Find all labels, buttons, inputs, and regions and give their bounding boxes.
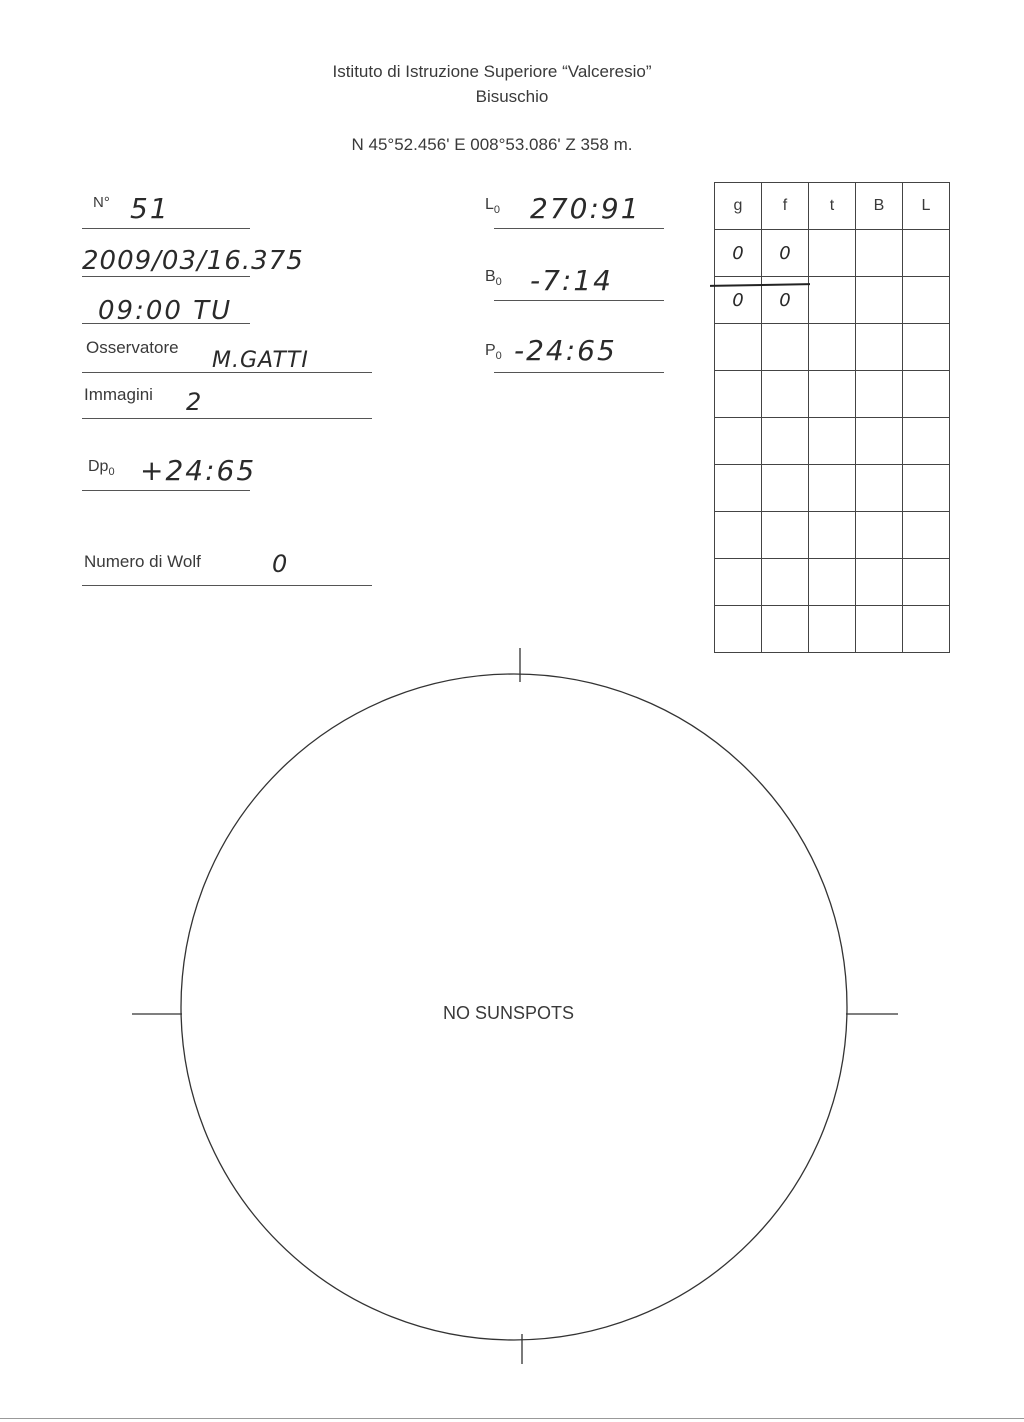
p0-value: -24:65	[514, 334, 617, 367]
number-value: 51	[130, 192, 170, 225]
header-f: f	[762, 183, 809, 230]
wolf-label: Numero di Wolf	[84, 552, 201, 571]
number-label: N°	[93, 194, 110, 211]
table-cell: 0	[715, 230, 762, 277]
images-label: Immagini	[84, 385, 153, 404]
observer-label: Osservatore	[86, 338, 179, 357]
scan-edge	[0, 1418, 1024, 1419]
table-cell: 0	[762, 277, 809, 324]
b0-label-main: B	[485, 268, 496, 285]
header-b: B	[856, 183, 903, 230]
b0-label-sub: 0	[495, 276, 502, 289]
l0-label-sub: 0	[493, 204, 501, 217]
images-value: 2	[186, 388, 204, 416]
p0-label-main: P	[485, 342, 496, 359]
observer-value: M.GATTI	[212, 348, 309, 373]
table-cell: 0	[715, 277, 762, 324]
date-value: 2009/03/16.375	[82, 246, 304, 276]
disc-note: NO SUNSPOTS	[443, 1003, 575, 1023]
header-t: t	[809, 183, 856, 230]
b0-value: -7:14	[530, 264, 613, 297]
dp0-label-main: Dp	[88, 458, 109, 475]
institute-town: Bisuschio	[475, 87, 549, 106]
header-l: L	[903, 183, 950, 230]
header-g: g	[715, 183, 762, 230]
institute-name: Istituto di Istruzione Superiore “Valceresio”	[332, 62, 652, 81]
dp0-label-sub: 0	[108, 466, 115, 479]
l0-value: 270:91	[530, 192, 641, 225]
wolf-value: 0	[272, 550, 290, 578]
p0-label-sub: 0	[495, 350, 502, 363]
dp0-value: +24:65	[140, 454, 257, 487]
observatory-coordinates: N 45°52.456' E 008°53.086' Z 358 m.	[351, 135, 633, 154]
time-value: 09:00 TU	[98, 296, 233, 326]
table-cell: 0	[762, 230, 809, 277]
l0-label-main: L	[485, 196, 494, 213]
